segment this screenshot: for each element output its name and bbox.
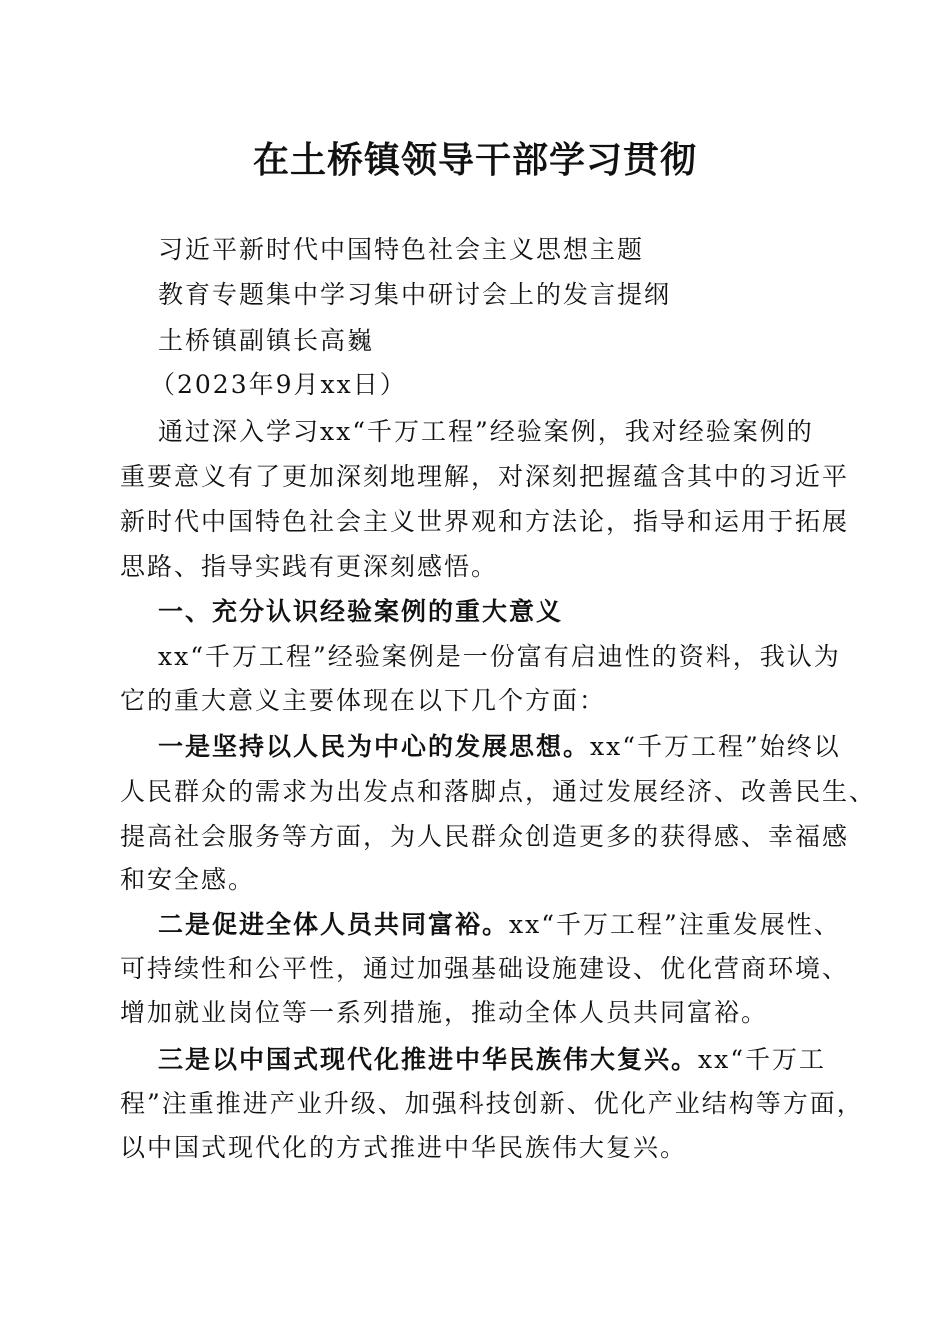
intro-line: 思路、指导实践有更深刻感悟。 <box>120 552 499 581</box>
document-title: 在土桥镇领导干部学习贯彻 <box>252 139 697 181</box>
intro-line: 通过深入学习xx“千万工程”经验案例，我对经验案例的 <box>158 417 814 446</box>
point-text: xx“千万工程”注重发展性、 <box>509 910 841 939</box>
point-line: 增加就业岗位等一系列措施，推动全体人员共同富裕。 <box>120 998 769 1027</box>
point-line: 提高社会服务等方面，为人民群众创造更多的获得感、幸福感 <box>120 822 850 851</box>
intro-line: 新时代中国特色社会主义世界观和方法论，指导和运用于拓展 <box>120 507 850 536</box>
point-lead: 二是促进全体人员共同富裕。 <box>158 910 510 939</box>
author-line: 土桥镇副镇长高巍 <box>158 326 375 355</box>
subtitle-line: 习近平新时代中国特色社会主义思想主题 <box>158 235 645 264</box>
point-lead: 一是坚持以人民为中心的发展思想。 <box>158 732 591 761</box>
point-first-line <box>158 1045 826 1075</box>
section-heading: 一、充分认识经验案例的重大意义 <box>158 597 564 626</box>
point-line: 和安全感。 <box>120 865 256 894</box>
paragraph-line: xx“千万工程”经验案例是一份富有启迪性的资料，我认为 <box>158 642 841 671</box>
point-first-line <box>158 732 841 762</box>
point-line: 程”注重推进产业升级、加强科技创新、优化产业结构等方面， <box>120 1089 864 1118</box>
point-line: 以中国式现代化的方式推进中华民族伟大复兴。 <box>120 1133 688 1162</box>
point-line: 人民群众的需求为出发点和落脚点，通过发展经济、改善民生、 <box>120 777 877 806</box>
point-text: xx“千万工 <box>698 1045 826 1074</box>
date-line: （2023年9月xx日） <box>150 370 407 399</box>
point-first-line <box>158 910 841 940</box>
point-lead: 三是以中国式现代化推进中华民族伟大复兴。 <box>158 1045 699 1074</box>
point-line: 可持续性和公平性，通过加强基础设施建设、优化营商环境、 <box>120 954 850 983</box>
paragraph-line: 它的重大意义主要体现在以下几个方面： <box>120 686 607 715</box>
subtitle-line: 教育专题集中学习集中研讨会上的发言提纲 <box>158 280 672 309</box>
point-text: xx“千万工程”始终以 <box>590 732 841 761</box>
intro-line: 重要意义有了更加深刻地理解，对深刻把握蕴含其中的习近平 <box>120 462 850 491</box>
